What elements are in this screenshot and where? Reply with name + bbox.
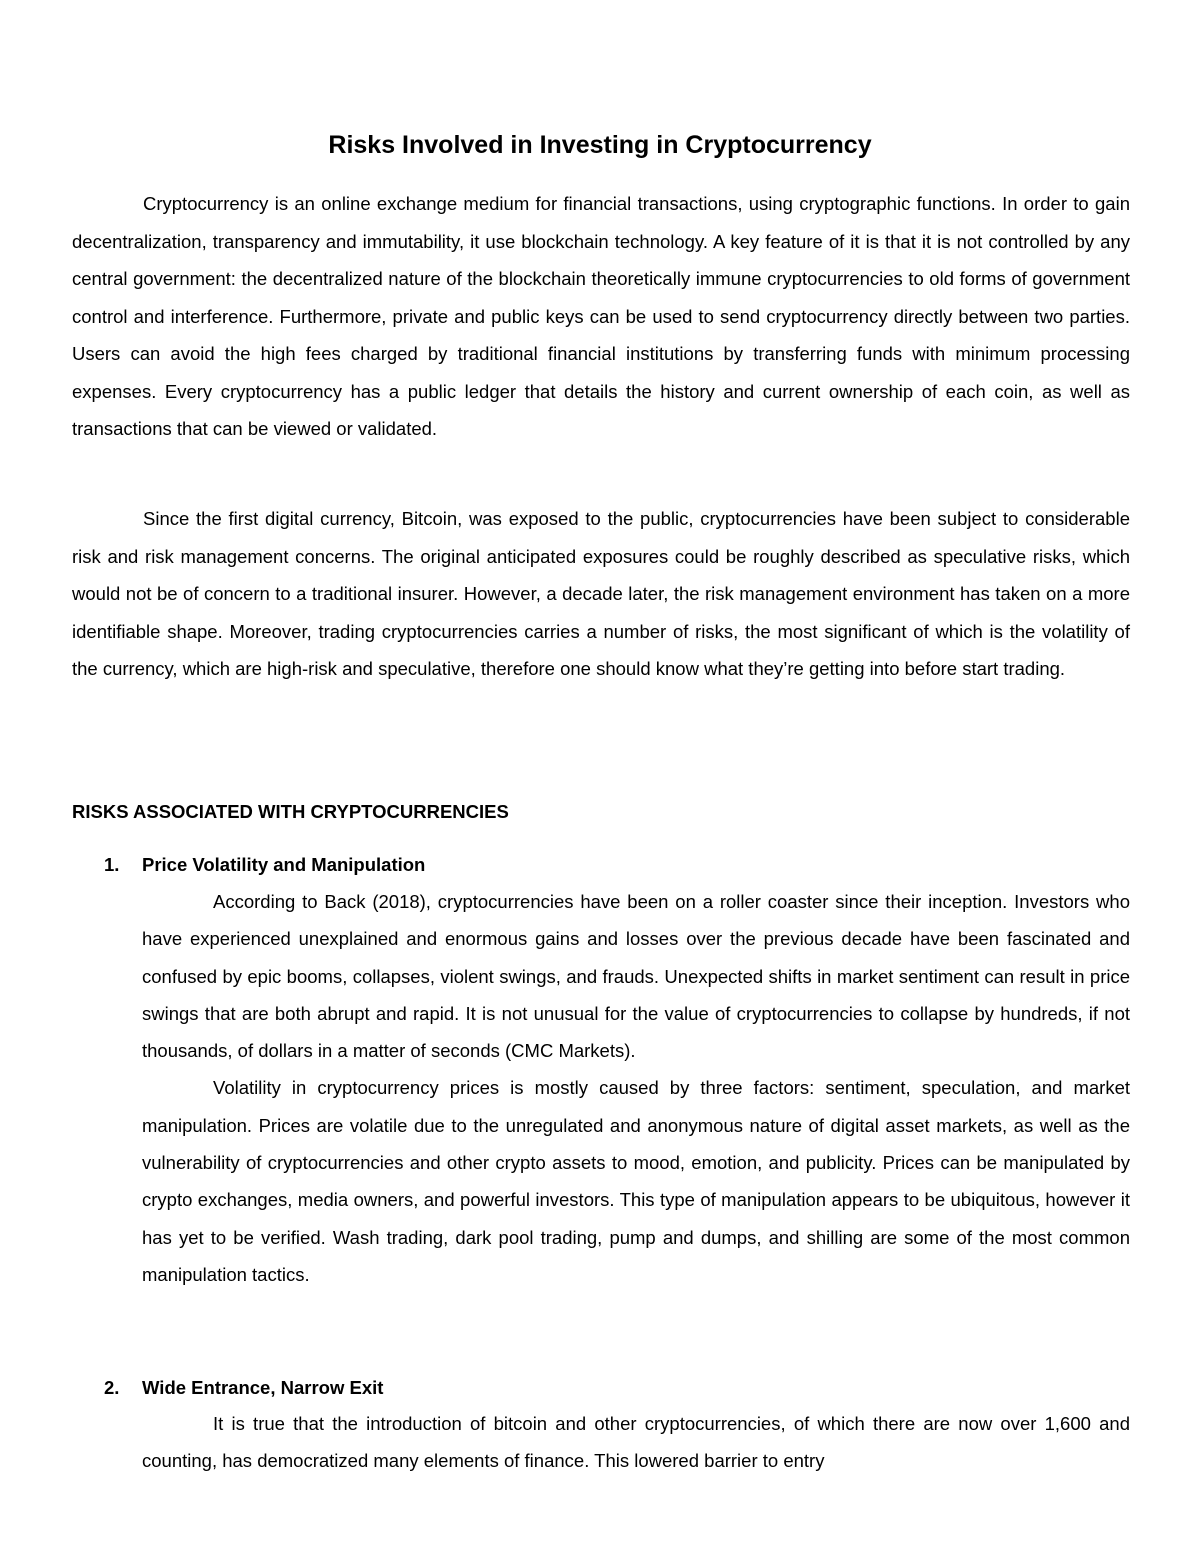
document-title: Risks Involved in Investing in Cryptocurrency bbox=[328, 131, 872, 159]
list-item-number: 2. bbox=[104, 1377, 120, 1398]
list-item-title-1 bbox=[104, 850, 425, 880]
list-item-paragraph: It is true that the introduction of bitcoin and other cryptocurrencies, of which there are now over 1,600 and counting, has democratized many elements of finance. This lowered barrier to entry bbox=[142, 1413, 1130, 1472]
list-item-number: 1. bbox=[104, 854, 120, 875]
intro-paragraph-2: Since the first digital currency, Bitcoin, was exposed to the public, cryptocurrencies have been subject to considerable risk and risk management concerns. The original anticipated exposures could be roughly described as speculative risks, which would not be of concern to a traditional insurer. However, a decade later, the risk management environment has taken on a more identifiable shape. Moreover, trading cryptocurrencies carries a number of risks, the most significant of which is the volatility of the currency, which are high-risk and speculative, therefore one should know what they’re getting into before start trading. bbox=[72, 508, 1130, 679]
list-item-heading: Wide Entrance, Narrow Exit bbox=[142, 1377, 384, 1398]
list-item-paragraph: Volatility in cryptocurrency prices is mostly caused by three factors: sentiment, speculation, and market manipulation. Prices are volatile due to the unregulated and anonymous nature of digital asset markets, as well as the vulnerability of cryptocurrencies and other crypto assets to mood, emotion, and publicity. Prices can be manipulated by crypto exchanges, media owners, and powerful investors. This type of manipulation appears to be ubiquitous, however it has yet to be verified. Wash trading, dark pool trading, pump and dumps, and shilling are some of the most common manipulation tactics. bbox=[142, 1077, 1130, 1285]
list-item-body-1 bbox=[142, 883, 1130, 1293]
list-item-heading: Price Volatility and Manipulation bbox=[142, 854, 426, 875]
list-item-body-2 bbox=[142, 1405, 1130, 1480]
list-item-paragraph: According to Back (2018), cryptocurrencies have been on a roller coaster since their inception. Investors who have experienced unexplained and enormous gains and losses over the previous decade have been fascinated and confused by epic booms, collapses, violent swings, and frauds. Unexpected shifts in market sentiment can result in price swings that are both abrupt and rapid. It is not unusual for the value of cryptocurrencies to collapse by hundreds, if not thousands, of dollars in a matter of seconds (CMC Markets). bbox=[142, 891, 1130, 1062]
section-heading: RISKS ASSOCIATED WITH CRYPTOCURRENCIES bbox=[72, 801, 509, 822]
intro-paragraph-1: Cryptocurrency is an online exchange medium for financial transactions, using cryptographic functions. In order to gain decentralization, transparency and immutability, it use blockchain technology. A key feature of it is that it is not controlled by any central government: the decentralized nature of the blockchain theoretically immune cryptocurrencies to old forms of government control and interference. Furthermore, private and public keys can be used to send cryptocurrency directly between two parties. Users can avoid the high fees charged by traditional financial institutions by transferring funds with minimum processing expenses. Every cryptocurrency has a public ledger that details the history and current ownership of each coin, as well as transactions that can be viewed or validated. bbox=[72, 193, 1130, 439]
list-item-title-2 bbox=[104, 1373, 383, 1403]
